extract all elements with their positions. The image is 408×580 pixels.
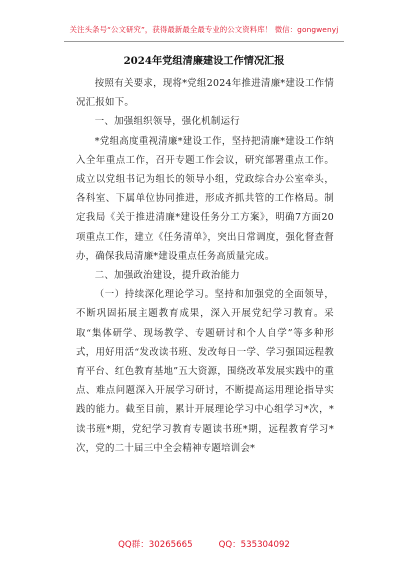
header-divider <box>64 41 344 42</box>
qq-text: QQ：535304092 <box>218 540 290 550</box>
section-2-paragraph: （一）持续深化理论学习。坚持和加强党的全面领导，不断巩固拓展主题教育成果，深入开展党纪学习教育。采取“集体研学、现场教学、专题研讨和个人自学”等多种形式，用好用活“发改读书班、发改每日一学、学习强国远程教育平台、红色教育基地”五大资源，围绕改革发展实践中的重点、难点问题深入开展学习研讨，不断提高运用理论指导实践的能力。截至目前，累计开展理论学习中心组学习*次，*读书班*期，党纪学习教育专题读书班*期，远程教育学习*次，党的二十届三中全会精神专题培训会* <box>76 289 334 454</box>
document-title: 2024年党组清廉建设工作情况汇报 <box>123 55 285 67</box>
section-heading-2: 二、加强政治建设，提升政治能力 <box>94 270 240 282</box>
section-heading-1: 一、加强组织领导，强化机制运行 <box>94 116 240 128</box>
contact-footer <box>0 538 408 550</box>
qq-group-text: QQ群：30265665 <box>118 540 193 550</box>
document-body <box>76 74 334 458</box>
section-1-paragraph: *党组高度重视清廉*建设工作，坚持把清廉*建设工作纳入全年重点工作，召开专题工作会议，研究部署重点工作。成立以党组书记为组长的领导小组，党政综合办公室牵头，各科室、下属单位协同推进，形成齐抓共管的工作格局。制定我局《关于推进清廉*建设任务分工方案》，明确7方面20项重点工作，建立《任务清单》，突出日常调度，强化督查督办，确保我局清廉*建设重点任务高质量完成。 <box>76 135 334 262</box>
intro-paragraph: 按照有关要求，现将*党组2024年推进清廉*建设工作情况汇报如下。 <box>76 78 334 109</box>
promo-banner: 关注头条号“公文研究”，获得最新最全最专业的公文资料库！ 微信：gongwenyj <box>69 25 339 34</box>
